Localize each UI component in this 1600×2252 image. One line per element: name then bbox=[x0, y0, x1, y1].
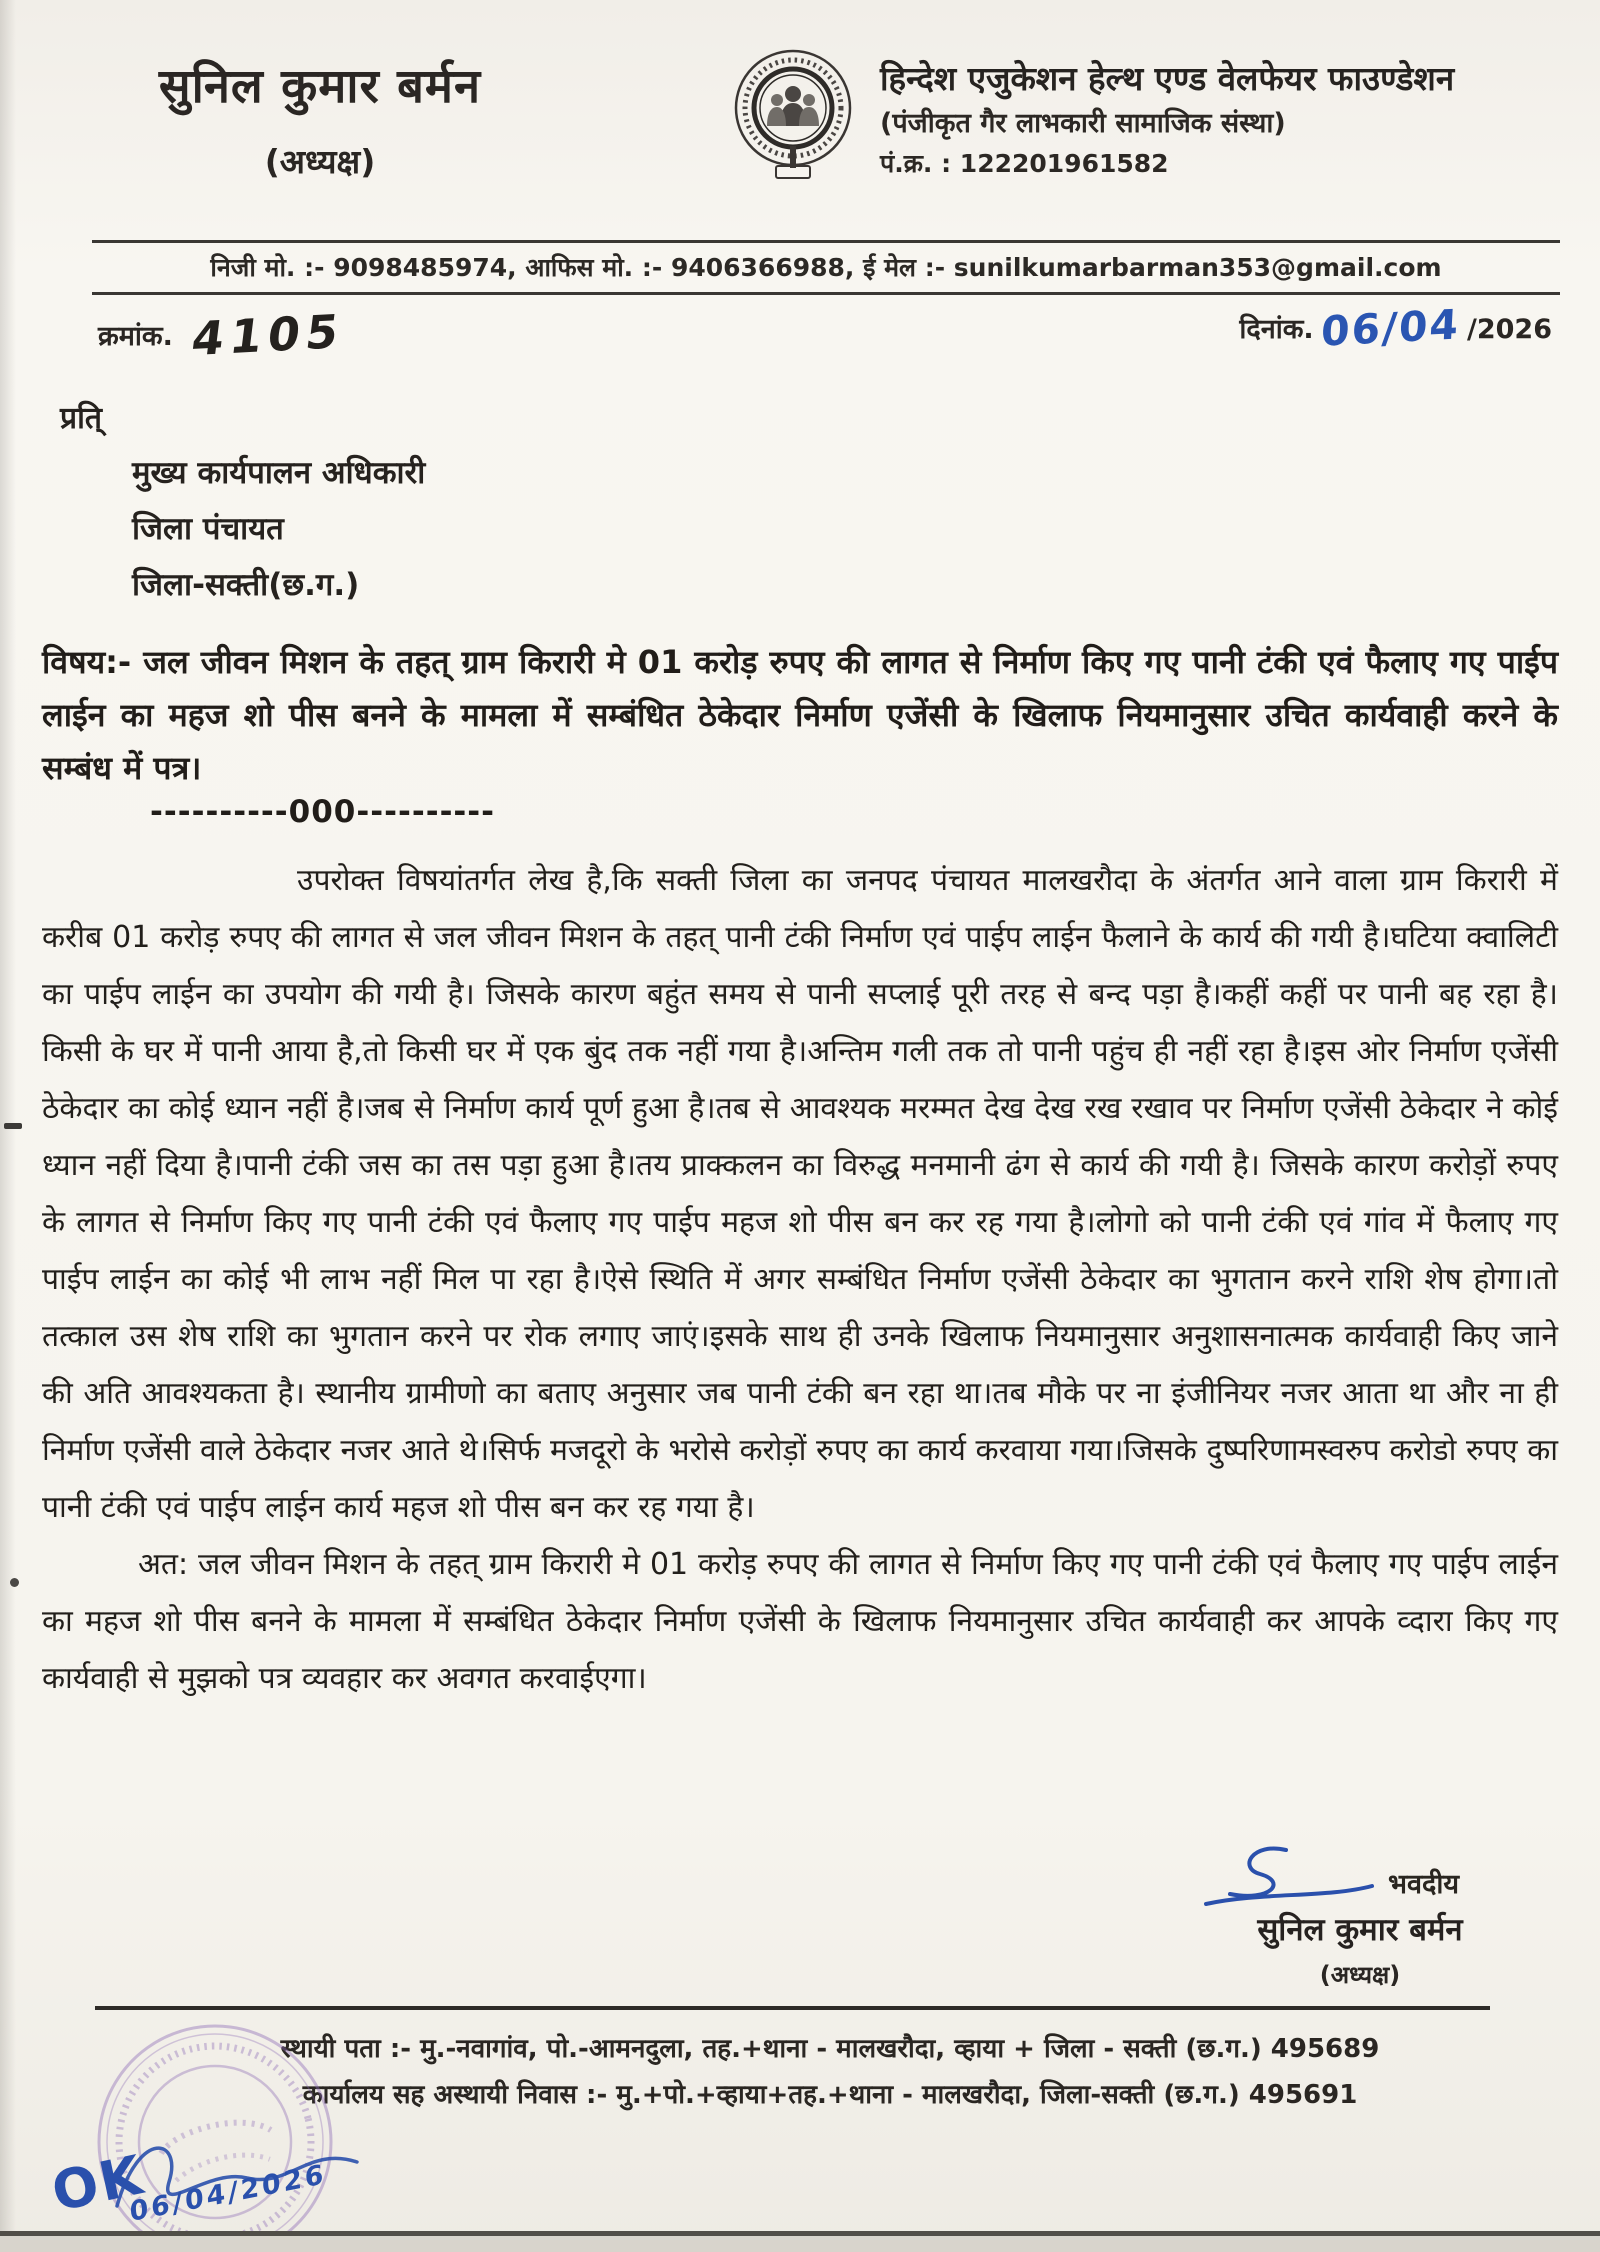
footer-address bbox=[170, 2026, 1490, 2118]
recipient-line: जिला पंचायत bbox=[132, 511, 284, 547]
scan-artifact bbox=[4, 1123, 22, 1129]
serial-handwritten-value: 4105 bbox=[188, 303, 348, 367]
body-paragraph-2: अत: जल जीवन मिशन के तहत् ग्राम किरारी मे 01 करोड़ रुपए की लागत से निर्माण किए गए पानी टंकी एवं फैलाए गए पाईप लाईन का महज शो पीस बनने के मामला में सम्बंधित ठेकेदार निर्माण एजेंसी के खिलाफ नियमानुसार उचित कार्यवाही कर आपके व्दारा किए गए कार्यवाही से मुझको पत्र व्यवहार कर अवगत करवाईएगा। bbox=[42, 1547, 1558, 1696]
handwritten-stamp-date: 06/04/2026 bbox=[129, 2158, 327, 2229]
signature-flourish bbox=[1200, 1842, 1380, 1912]
closing-word: भवदीय bbox=[1388, 1869, 1459, 1900]
handwritten-ok: OK bbox=[46, 2143, 150, 2224]
footer-address-line: कार्यालय सह अस्थायी निवास :- मु.+पो.+व्हाया+तह.+थाना - मालखरौदा, जिला-सक्ती (छ.ग.) 495691 bbox=[302, 2080, 1358, 2110]
recipient-block bbox=[60, 396, 425, 605]
signatory-designation: (अध्यक्ष) bbox=[1319, 1961, 1401, 1989]
scan-bottom-edge bbox=[0, 2231, 1600, 2252]
signatory-name: सुनिल कुमार बर्मन bbox=[1257, 1912, 1463, 1948]
recipient-line: मुख्य कार्यपालन अधिकारी bbox=[132, 455, 426, 491]
date-year-printed: /2026 bbox=[1466, 314, 1552, 345]
recipient-line: जिला-सक्ती(छ.ग.) bbox=[132, 567, 360, 603]
org-subtitle: (पंजीकृत गैर लाभकारी सामाजिक संस्था) bbox=[880, 108, 1286, 140]
org-name: हिन्देश एजुकेशन हेल्थ एण्ड वेलफेयर फाउण्डेशन bbox=[880, 59, 1455, 98]
sender-name: सुनिल कुमार बर्मन bbox=[158, 59, 482, 114]
letter-body bbox=[42, 852, 1558, 1707]
footer-rule bbox=[95, 2006, 1490, 2010]
footer-address-line: स्थायी पता :- मु.-नवागांव, पो.-आमनदुला, तह.+थाना - मालखरौदा, व्हाया + जिला - सक्ती (छ.ग.) 495689 bbox=[280, 2034, 1380, 2064]
body-paragraph-1: उपरोक्त विषयांतर्गत लेख है,कि सक्ती जिला का जनपद पंचायत मालखरौदा के अंतर्गत आने वाला ग्राम किरारी में करीब 01 करोड़ रुपए की लागत से जल जीवन मिशन के तहत् पानी टंकी निर्माण एवं पाईप लाईन फैलाने के कार्य की गयी है।घटिया क्वालिटी का पाईप लाईन का उपयोग की गयी है। जिसके कारण बहुंत समय से पानी सप्लाई पूरी तरह से बन्द पड़ा है।कहीं कहीं पर पानी बह रहा है।किसी के घर में पानी आया है,तो किसी घर में एक बुंद तक नहीं गया है।अन्तिम गली तक तो पानी पहुंच ही नहीं रहा है।इस ओर निर्माण एजेंसी ठेकेदार का कोई ध्यान नहीं है।जब से निर्माण कार्य पूर्ण हुआ है।तब से आवश्यक मरम्मत देख देख रख रखाव पर निर्माण एजेंसी ठेकेदार ने कोई ध्यान नहीं दिया है।पानी टंकी जस का तस पड़ा हुआ है।तय प्राक्कलन का विरुद्ध मनमानी ढंग से कार्य की गयी है। जिसके कारण करोड़ों रुपए के लागत से निर्माण किए गए पानी टंकी एवं फैलाए गए पाईप महज शो पीस बन कर रह गया है।लोगो को पानी टंकी एवं गांव में फैलाए गए पाईप लाईन का कोई भी लाभ नहीं मिल पा रहा है।ऐसे स्थिति में अगर सम्बंधित निर्माण एजेंसी ठेकेदार का भुगतान करने राशि शेष होगा।तो तत्काल उस शेष राशि का भुगतान करने पर रोक लगाए जाएं।इसके साथ ही उनके खिलाफ नियमानुसार अनुशासनात्मक कार्यवाही किए जाने की अति आवश्यकता है। स्थानीय ग्रामीणो का बताए अनुसार जब पानी टंकी बन रहा था।तब मौके पर ना इंजीनियर नजर आता था और ना ही निर्माण एजेंसी वाले ठेकेदार नजर आते थे।सिर्फ मजदूरो के भरोसे करोड़ों रुपए का कार्य करवाया गया।जिसके दुष्परिणामस्वरुप करोडो रुपए का पानी टंकी एवं पाईप लाईन कार्य महज शो पीस बन कर रह गया है। bbox=[42, 863, 1558, 1525]
contact-line: निजी मो. :- 9098485974, आफिस मो. :- 9406366988, ई मेल :- sunilkumarbarman353@gmail.com bbox=[210, 253, 1442, 282]
scan-artifact bbox=[10, 1578, 19, 1587]
serial-number bbox=[98, 303, 348, 367]
meta-row bbox=[98, 300, 1552, 370]
org-block bbox=[880, 58, 1570, 180]
date-label: दिनांक. bbox=[1239, 314, 1314, 345]
subject-paragraph: विषय:- जल जीवन मिशन के तहत् ग्राम किरारी मे 01 करोड़ रुपए की लागत से निर्माण किए गए पानी टंकी एवं फैलाए गए पाईप लाईन का महज शो पीस बनने के मामला में सम्बंधित ठेकेदार निर्माण एजेंसी के खिलाफ नियमानुसार उचित कार्यवाही करने के सम्बंध में पत्र। bbox=[42, 643, 1558, 787]
date-handwritten-value: 06/04 bbox=[1319, 300, 1462, 356]
signature-block bbox=[1150, 1842, 1570, 2012]
sender-designation: (अध्यक्ष) bbox=[264, 142, 376, 181]
contact-band bbox=[92, 240, 1560, 295]
people-seal-icon bbox=[730, 48, 856, 184]
registration-number: पं.क्र. : 122201961582 bbox=[880, 149, 1169, 179]
serial-label: क्रमांक. bbox=[98, 321, 173, 352]
recipient-salutation: प्रति् bbox=[60, 401, 102, 436]
date-block bbox=[1239, 300, 1552, 356]
subject-separator: ----------000---------- bbox=[150, 794, 496, 830]
